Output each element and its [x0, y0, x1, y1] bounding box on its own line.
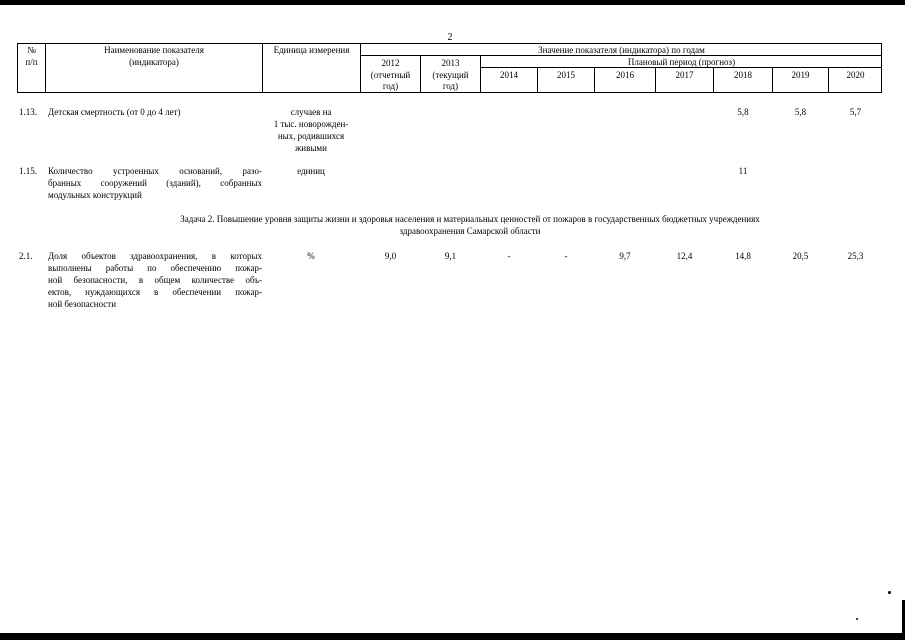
task-heading [100, 213, 840, 237]
indicator-name: Детская смертность (от 0 до 4 лет) [48, 107, 181, 117]
scan-border-bottom [0, 633, 905, 640]
page-number: 2 [447, 32, 453, 43]
value-2013: 9,1 [444, 251, 457, 261]
scan-speck [856, 618, 858, 620]
row-number: 1.13. [19, 107, 37, 117]
row-number: 1.15. [19, 166, 37, 176]
header-name: Наименование показателя [104, 45, 204, 55]
header-num: № [27, 45, 36, 55]
indicator-name: модульных конструкций [48, 190, 142, 200]
value-2017: 12,4 [676, 251, 693, 261]
header-year-2019: 2019 [791, 70, 810, 80]
header-year-2012: 2012 [381, 58, 400, 68]
header-year-2017: 2017 [675, 70, 694, 80]
header-year-2015: 2015 [557, 70, 575, 80]
unit-cell: % [307, 251, 315, 261]
indicator-name: ной безопасности [48, 299, 117, 309]
indicator-name: бранных сооружений (зданий), собранных [48, 178, 262, 188]
task-heading-line: здравоохранения Самарской области [399, 226, 541, 236]
unit-cell: живыми [295, 143, 327, 153]
value-2019: 20,5 [792, 251, 809, 261]
header-year-2018: 2018 [734, 70, 752, 80]
value-2012: 9,0 [384, 251, 397, 261]
scan-speck [888, 591, 891, 594]
indicator-name: ектов, нуждающихся в обеспечении пожар- [48, 287, 262, 297]
header-year-2013-sub: год) [442, 81, 459, 91]
header-year-2012-sub: год) [382, 81, 399, 91]
indicator-name: Количество устроенных оснований, разо- [48, 166, 262, 176]
indicator-name: выполнены работы по обеспечению пожар- [48, 263, 262, 273]
task-heading-line: Задача 2. Повышение уровня защиты жизни и здоровья населения и материальных ценностей от пожаров в государственных бюджетных учреждениях [180, 214, 760, 224]
header-planned-period: Плановый период (прогноз) [627, 57, 736, 67]
header-divider [360, 55, 882, 56]
value-2014: - [507, 251, 511, 261]
scan-border-top [0, 0, 905, 5]
header-year-2012-sub: (отчетный [370, 70, 411, 80]
unit-cell: ных, родившихся [277, 131, 345, 141]
indicator-name: Доля объектов здравоохранения, в которых [48, 251, 262, 261]
value-2016: 9,7 [619, 251, 631, 261]
header-year-2013: 2013 [441, 58, 460, 68]
value-2019: 5,8 [794, 107, 807, 117]
header-num-sub: п/п [25, 57, 38, 67]
indicator-name: ной безопасности, в общем количестве объ- [48, 275, 262, 285]
value-2015: - [564, 251, 568, 261]
value-2018: 11 [738, 166, 748, 176]
value-2020: 5,7 [849, 107, 862, 117]
header-year-2014: 2014 [500, 70, 518, 80]
value-2018: 5,8 [737, 107, 749, 117]
header-name-sub: (индикатора) [129, 57, 179, 67]
header-unit: Единица измерения [273, 45, 350, 55]
unit-cell: единиц [297, 166, 325, 176]
header-year-2013-sub: (текущий [432, 70, 469, 80]
row-number: 2.1. [19, 251, 33, 261]
unit-cell: 1 тыс. новорожден- [273, 119, 349, 129]
header-divider [480, 67, 882, 68]
unit-cell: случаев на [290, 107, 332, 117]
header-values: Значение показателя (индикатора) по годам [538, 45, 705, 55]
value-2020: 25,3 [847, 251, 864, 261]
header-year-2020: 2020 [846, 70, 865, 80]
header-year-2016: 2016 [616, 70, 634, 80]
value-2018: 14,8 [735, 251, 751, 261]
